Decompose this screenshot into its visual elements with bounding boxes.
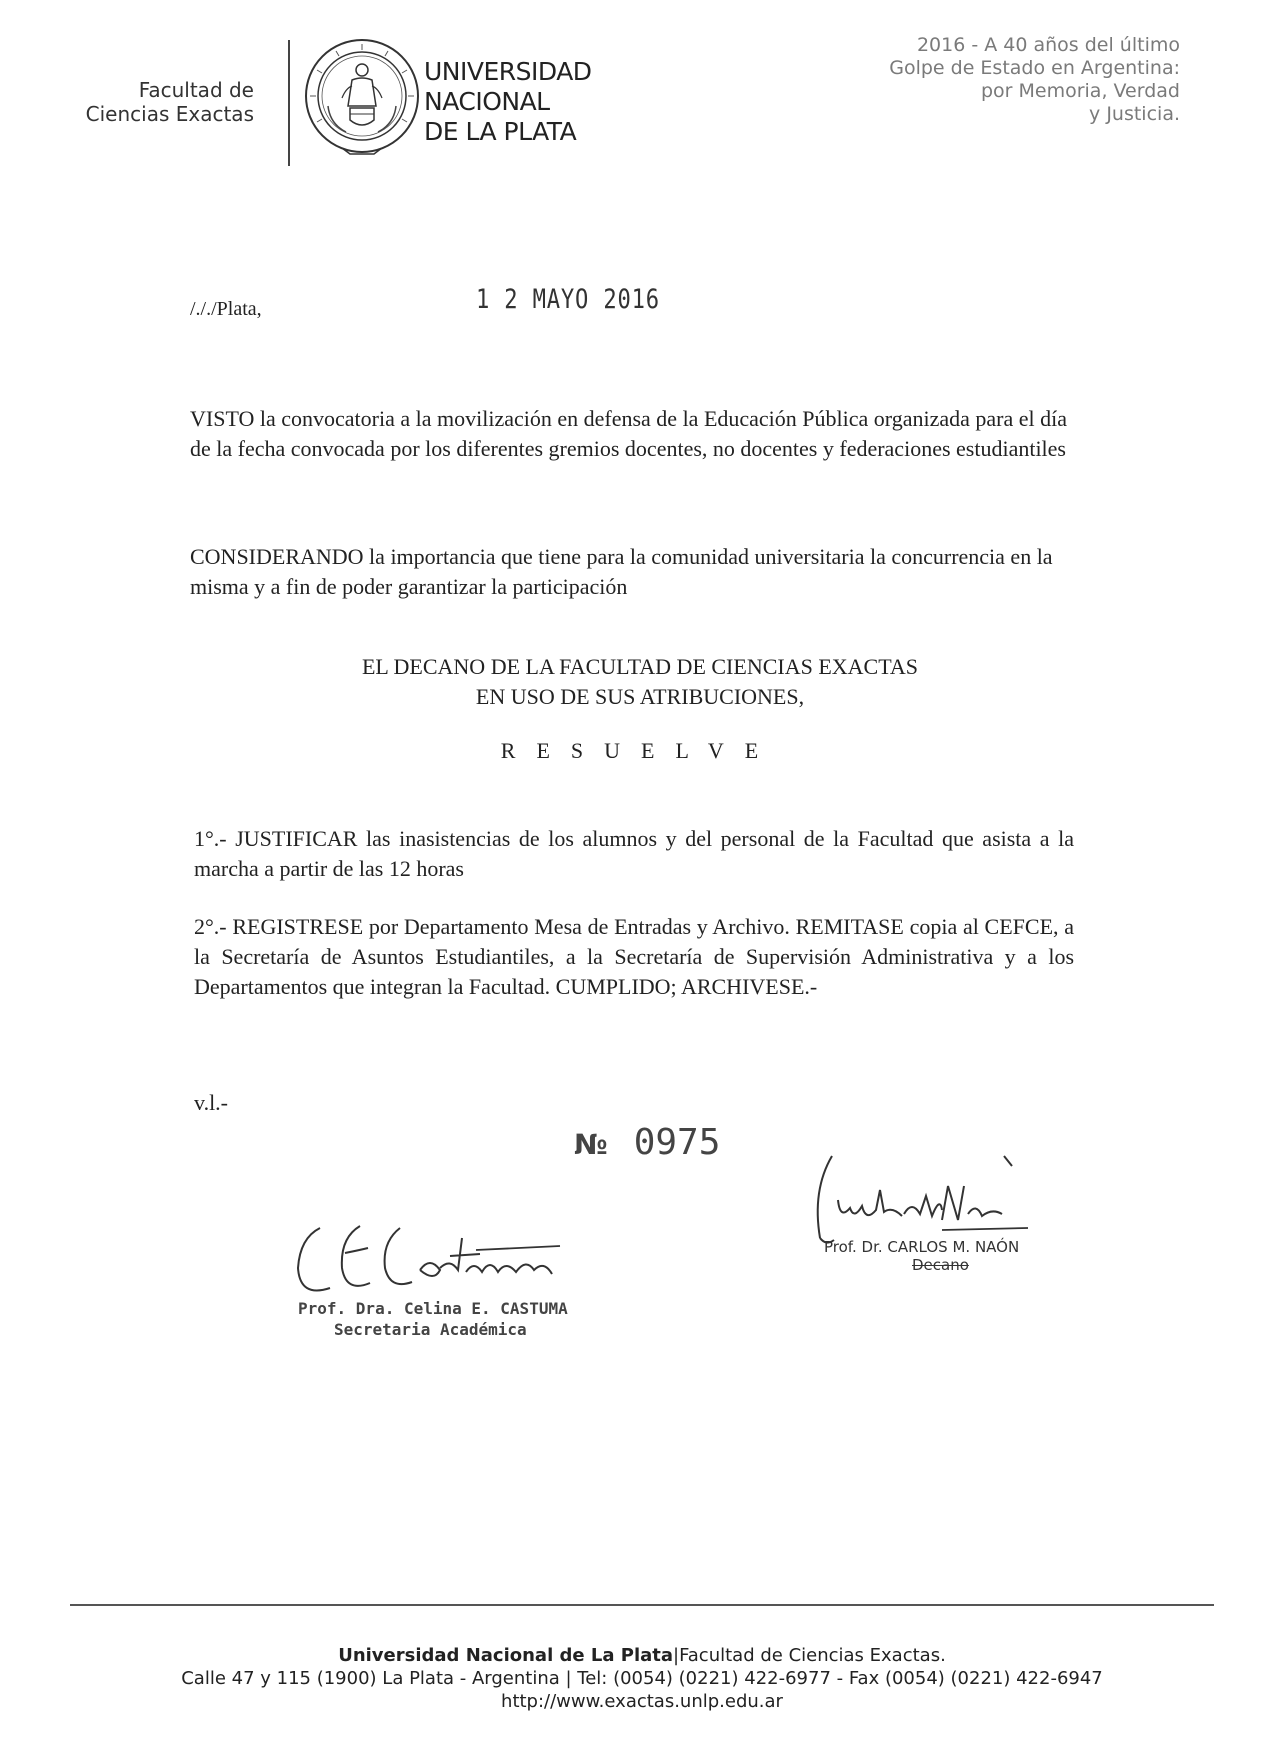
place-line: /././Plata, [190, 298, 262, 320]
motto-line2: Golpe de Estado en Argentina: [889, 57, 1180, 79]
motto [820, 34, 1180, 126]
faculty-name-line1: Facultad de [138, 78, 254, 102]
date-stamp: 1 2 MAYO 2016 [476, 284, 660, 315]
motto-line3: por Memoria, Verdad [980, 80, 1180, 102]
article-1: 1°.- JUSTIFICAR las inasistencias de los alumnos y del personal de la Facultad que asista a la marcha a partir de las 12 horas [194, 826, 1074, 881]
footer [70, 1644, 1214, 1713]
university-name [424, 57, 592, 147]
right-signatory-role: Decano [912, 1256, 969, 1274]
university-name-line3: DE LA PLATA [424, 117, 577, 146]
footer-university: Universidad Nacional de La Plata [338, 1645, 674, 1666]
footer-line1 [70, 1644, 1214, 1667]
footer-address: Calle 47 y 115 (1900) La Plata - Argentina | Tel: (0054) (0221) 422-6977 - Fax (0054) (0221) 422-6947 [181, 1668, 1103, 1689]
visto-paragraph: VISTO la convocatoria a la movilización en defensa de la Educación Pública organizada para el día de la fecha convocada por los diferentes gremios docentes, no docentes y federaciones estudiantiles [190, 406, 1067, 461]
motto-line4: y Justicia. [1089, 103, 1180, 125]
motto-line1: 2016 - A 40 años del último [916, 34, 1180, 56]
left-signatory-name: Prof. Dra. Celina E. CASTUMA [298, 1299, 568, 1318]
footer-divider [70, 1604, 1214, 1606]
considerando-paragraph: CONSIDERANDO la importancia que tiene para la comunidad universitaria la concurrencia en la misma y a fin de poder garantizar la participación [190, 544, 1053, 599]
decano-heading [190, 652, 1090, 712]
article-2: 2°.- REGISTRESE por Departamento Mesa de Entradas y Archivo. REMITASE copia al CEFCE, a la Secretaría de Asuntos Estudiantiles, a la Secretaría de Supervisión Administrativa y a los Departamentos que integran la Facultad. CUMPLIDO; ARCHIVESE.- [194, 914, 1074, 999]
faculty-name-line2: Ciencias Exactas [85, 102, 254, 126]
university-name-line1: UNIVERSIDAD [424, 57, 592, 86]
university-seal-icon [302, 36, 422, 166]
left-signatory [298, 1298, 568, 1340]
resolution-number [574, 1122, 720, 1163]
resuelve-heading: RESUELVE [500, 738, 780, 763]
signature-left-icon [290, 1198, 600, 1308]
university-name-line2: NACIONAL [424, 87, 550, 116]
resolution-number-prefix: № [574, 1128, 608, 1161]
footer-faculty: |Facultad de Ciencias Exactas. [673, 1645, 946, 1666]
decano-heading-line1: EL DECANO DE LA FACULTAD DE CIENCIAS EXACTAS [361, 654, 919, 679]
right-signatory-name: Prof. Dr. CARLOS M. NAÓN [824, 1238, 1020, 1256]
vl-initials: v.l.- [194, 1090, 229, 1115]
resolution-number-value: 0975 [633, 1122, 721, 1163]
signature-right-icon [792, 1150, 1052, 1250]
faculty-name [40, 78, 254, 126]
left-signatory-role: Secretaria Académica [334, 1320, 527, 1339]
decano-heading-line2: EN USO DE SUS ATRIBUCIONES, [475, 684, 805, 709]
footer-website-link[interactable]: http://www.exactas.unlp.edu.ar [501, 1691, 783, 1712]
right-signatory [824, 1238, 1019, 1274]
header-divider [288, 40, 290, 166]
